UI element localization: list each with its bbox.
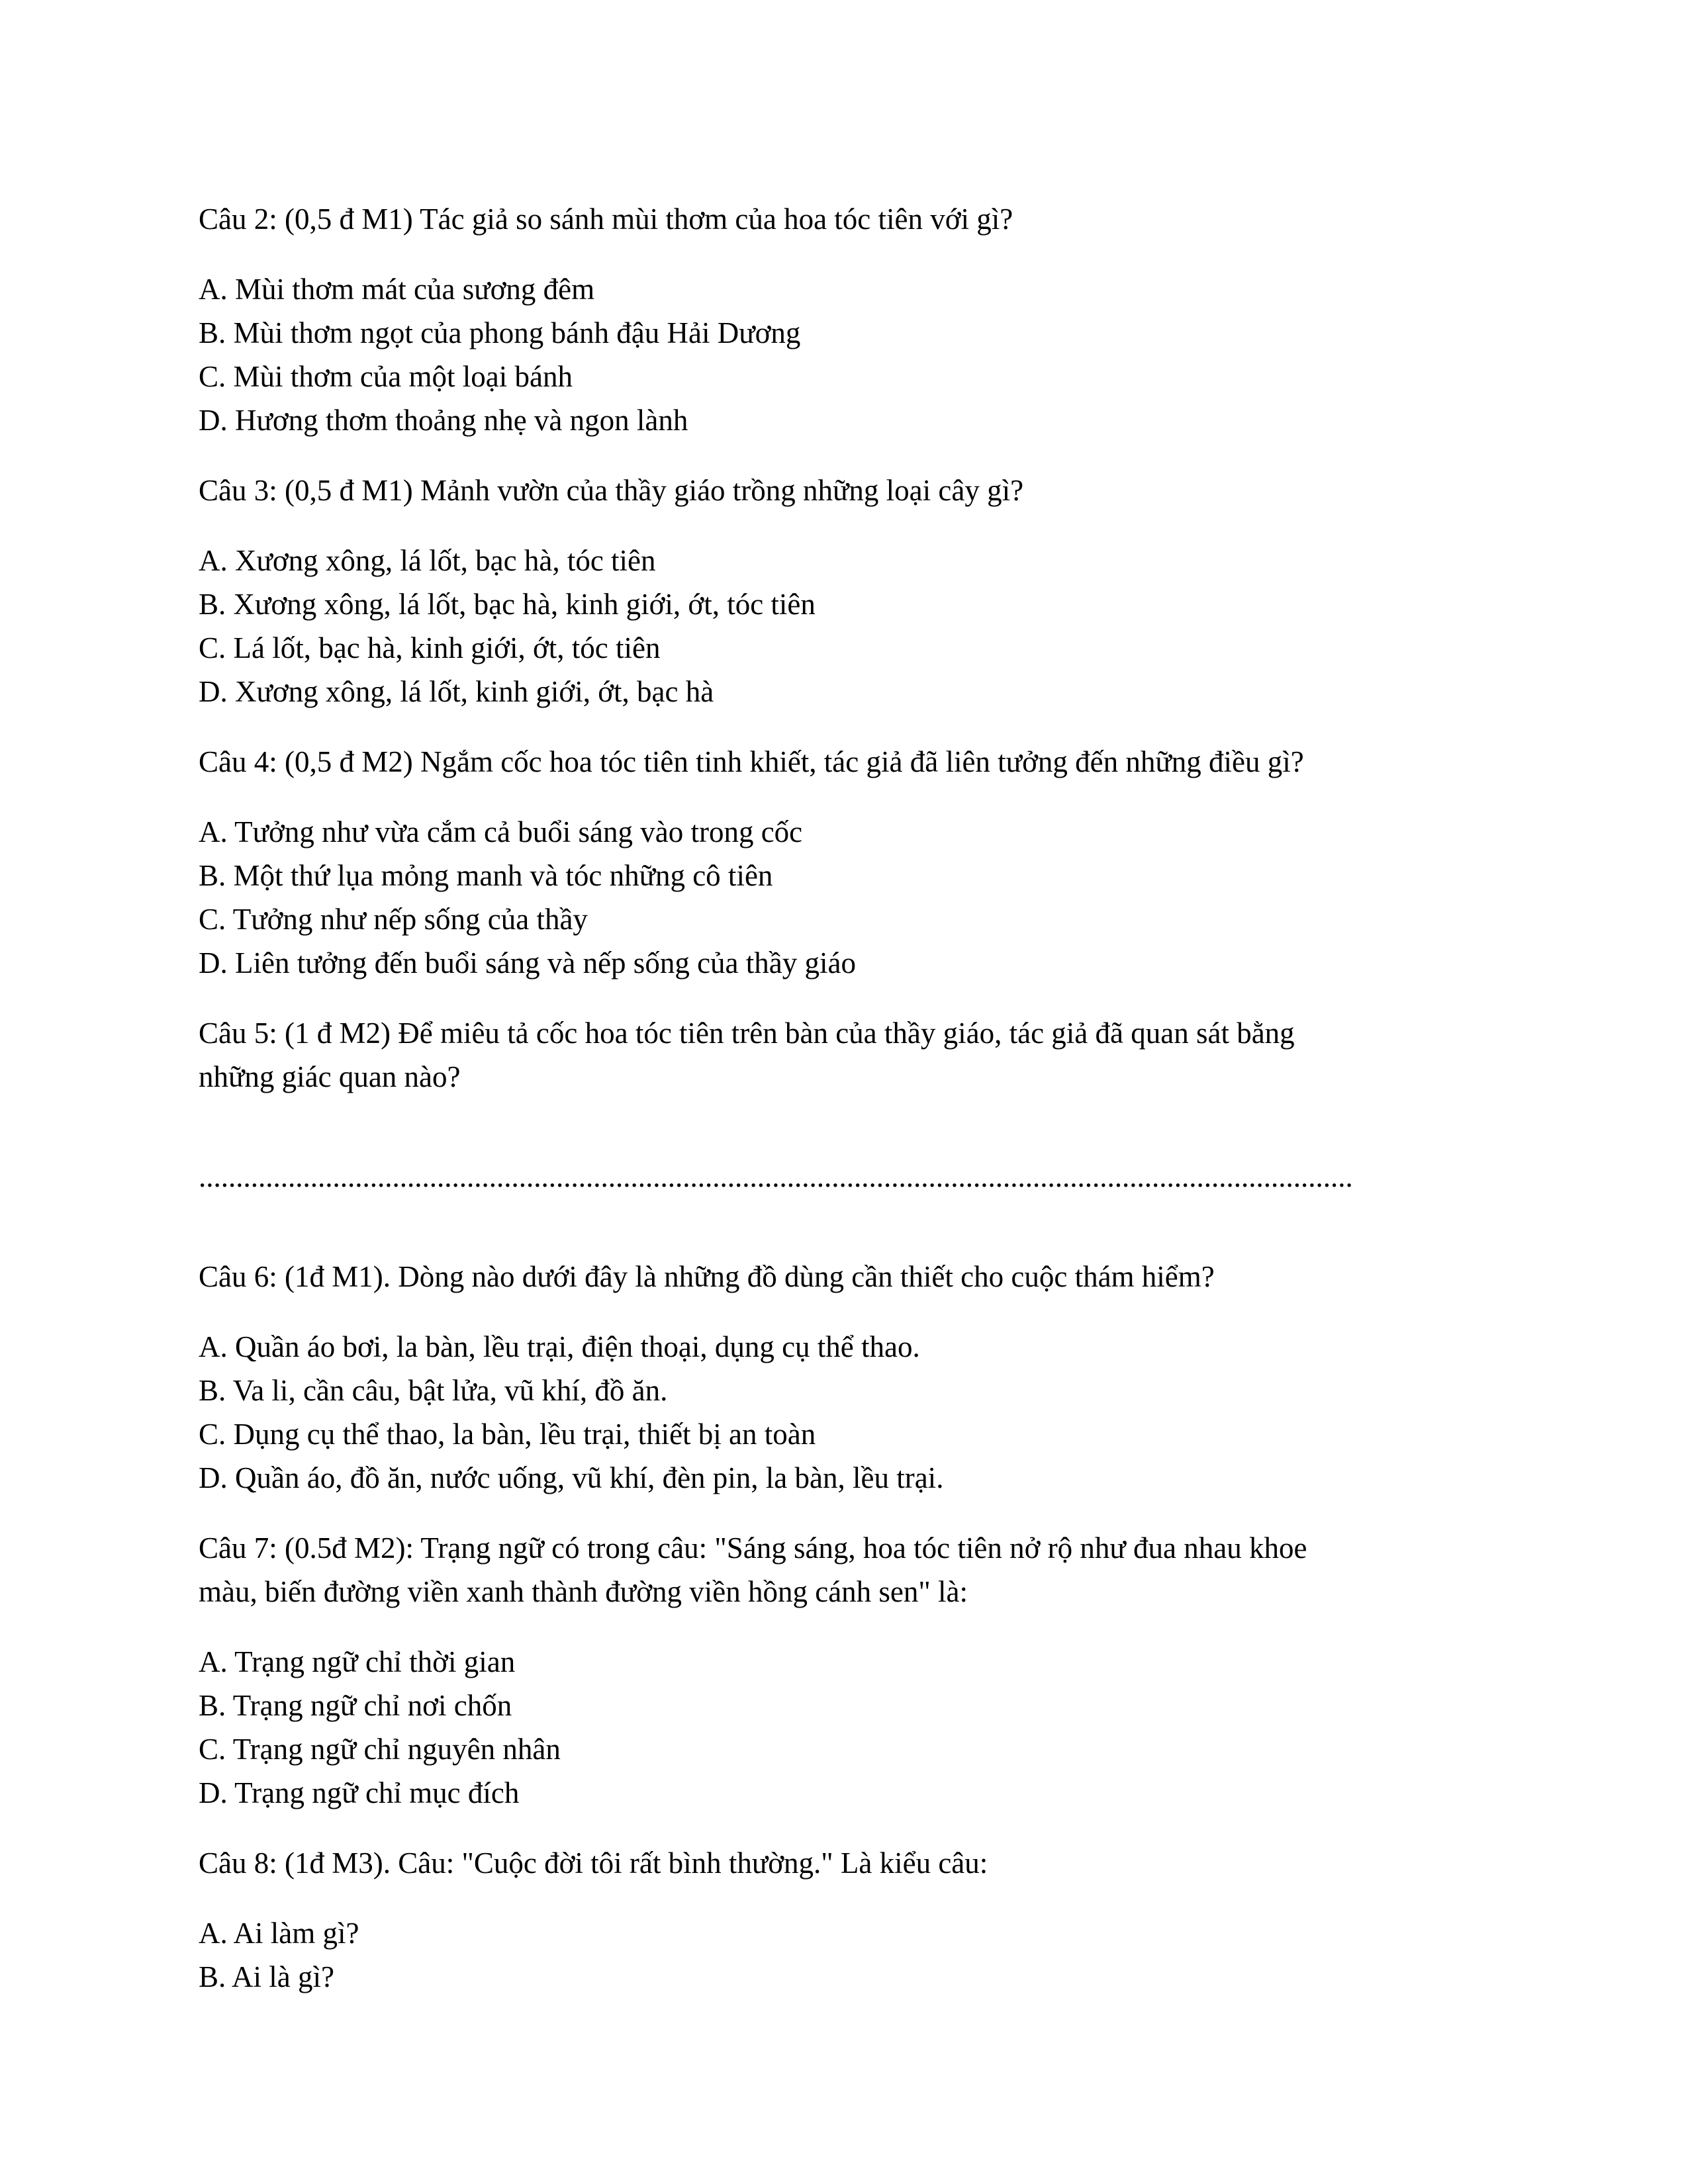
question-5 bbox=[199, 1011, 1489, 1199]
question-7 bbox=[199, 1526, 1489, 1815]
question-7-text-line-2: màu, biến đường viền xanh thành đường viền hồng cánh sen" là: bbox=[199, 1575, 968, 1608]
question-4-option-b: B. Một thứ lụa mỏng manh và tóc những cô tiên bbox=[199, 859, 773, 892]
question-6-text: Câu 6: (1đ M1). Dòng nào dưới đây là những đồ dùng cần thiết cho cuộc thám hiểm? bbox=[199, 1260, 1215, 1293]
question-6-option-d: D. Quần áo, đồ ăn, nước uống, vũ khí, đèn pin, la bàn, lều trại. bbox=[199, 1461, 944, 1494]
question-2-option-a: A. Mùi thơm mát của sương đêm bbox=[199, 273, 595, 306]
question-8-option-b: B. Ai là gì? bbox=[199, 1960, 334, 1993]
question-7-text-line-1: Câu 7: (0.5đ M2): Trạng ngữ có trong câu: "Sáng sáng, hoa tóc tiên nở rộ như đua nhau khoe bbox=[199, 1531, 1307, 1565]
worksheet-page bbox=[199, 197, 1489, 1999]
question-8-text: Câu 8: (1đ M3). Câu: "Cuộc đời tôi rất bình thường." Là kiểu câu: bbox=[199, 1846, 988, 1880]
question-7-option-a: A. Trạng ngữ chỉ thời gian bbox=[199, 1645, 516, 1678]
question-3-text: Câu 3: (0,5 đ M1) Mảnh vườn của thầy giáo trồng những loại cây gì? bbox=[199, 474, 1024, 507]
question-4-option-c: C. Tưởng như nếp sống của thầy bbox=[199, 903, 588, 936]
question-2-option-d: D. Hương thơm thoảng nhẹ và ngon lành bbox=[199, 404, 688, 437]
question-8-option-a: A. Ai làm gì? bbox=[199, 1917, 359, 1950]
question-6-option-a: A. Quần áo bơi, la bàn, lều trại, điện thoại, dụng cụ thể thao. bbox=[199, 1330, 920, 1363]
question-7-option-d: D. Trạng ngữ chỉ mục đích bbox=[199, 1776, 520, 1809]
question-3 bbox=[199, 469, 1489, 713]
question-3-option-a: A. Xương xông, lá lốt, bạc hà, tóc tiên bbox=[199, 544, 656, 577]
question-6-option-b: B. Va li, cần câu, bật lửa, vũ khí, đồ ăn. bbox=[199, 1374, 668, 1407]
question-3-option-b: B. Xương xông, lá lốt, bạc hà, kinh giới, ớt, tóc tiên bbox=[199, 588, 816, 621]
question-7-option-c: C. Trạng ngữ chỉ nguyên nhân bbox=[199, 1733, 561, 1766]
question-6-option-c: C. Dụng cụ thể thao, la bàn, lều trại, thiết bị an toàn bbox=[199, 1418, 816, 1451]
question-3-option-c: C. Lá lốt, bạc hà, kinh giới, ớt, tóc tiên bbox=[199, 631, 661, 664]
question-4-text: Câu 4: (0,5 đ M2) Ngắm cốc hoa tóc tiên tinh khiết, tác giả đã liên tưởng đến những điều gì? bbox=[199, 745, 1304, 778]
question-2-option-b: B. Mùi thơm ngọt của phong bánh đậu Hải Dương bbox=[199, 316, 801, 349]
question-6 bbox=[199, 1255, 1489, 1500]
question-8 bbox=[199, 1841, 1489, 1999]
question-3-option-d: D. Xương xông, lá lốt, kinh giới, ớt, bạc hà bbox=[199, 675, 714, 708]
question-4-option-a: A. Tưởng như vừa cắm cả buổi sáng vào trong cốc bbox=[199, 815, 803, 848]
question-2-option-c: C. Mùi thơm của một loại bánh bbox=[199, 360, 573, 393]
question-5-text-line-1: Câu 5: (1 đ M2) Để miêu tả cốc hoa tóc tiên trên bàn của thầy giáo, tác giả đã quan sát bằng bbox=[199, 1017, 1295, 1050]
question-4 bbox=[199, 740, 1489, 985]
question-7-option-b: B. Trạng ngữ chỉ nơi chốn bbox=[199, 1689, 512, 1722]
question-4-option-d: D. Liên tưởng đến buổi sáng và nếp sống của thầy giáo bbox=[199, 946, 856, 979]
answer-dotted-line: ........................................................................................................................................................... bbox=[199, 1160, 1353, 1193]
question-5-text-line-2: những giác quan nào? bbox=[199, 1060, 461, 1093]
question-2 bbox=[199, 197, 1489, 442]
question-2-text: Câu 2: (0,5 đ M1) Tác giả so sánh mùi thơm của hoa tóc tiên với gì? bbox=[199, 203, 1013, 236]
